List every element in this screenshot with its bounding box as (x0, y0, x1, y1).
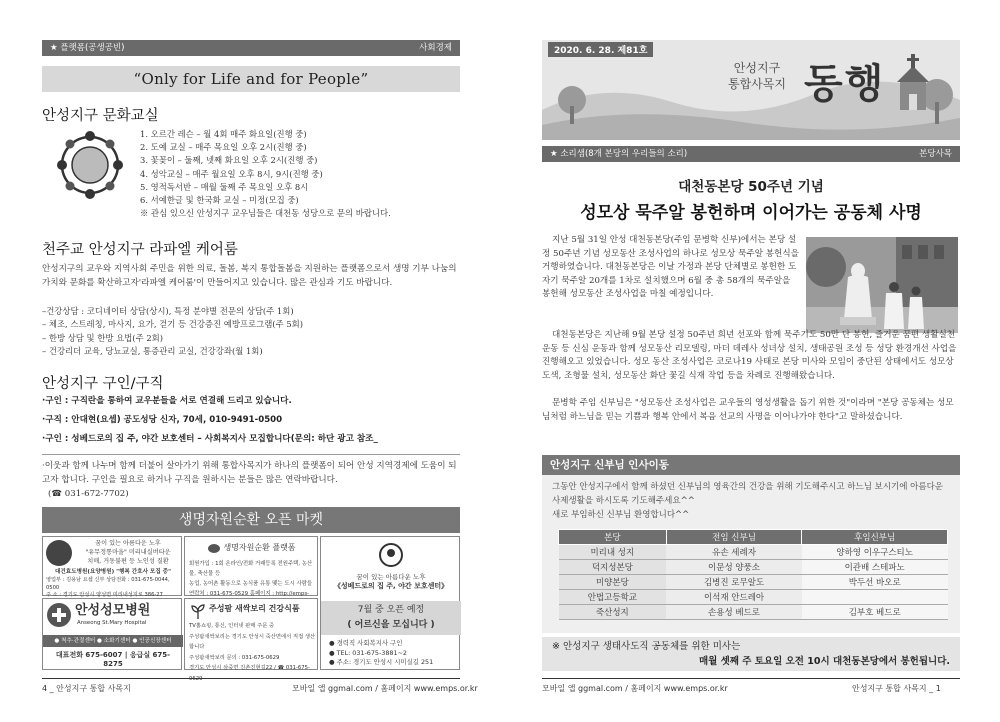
hospital-phone: 대표전화 675-6007 | 응급실 675-8275 (55, 651, 171, 668)
ad-text: ● 주소: 경기도 안성시 시미실길 251 (329, 658, 434, 666)
ad-text: 대건효도병원(요양병원) "행복 간호사 모집 중" (55, 569, 171, 575)
clergy-table (558, 529, 948, 620)
table-cell: 이관배 스테파노 (802, 560, 948, 575)
footer-rule (42, 678, 460, 679)
ad-text: 경기도 안성시 삼죽면 진촌진현길22 / ☎ 031-675-0629 (189, 665, 310, 682)
table-cell: 김병진 로무알도 (666, 575, 802, 590)
table-row (559, 605, 948, 620)
section-category: 사회경제 (419, 43, 452, 53)
table-cell: 이석재 안드레아 (666, 590, 802, 605)
column-header: 전임 신부님 (666, 530, 802, 545)
transfer-welcome-text: 새로 부임하신 신부님 환영합니다^^ (552, 510, 690, 520)
list-item: ·구인 : 구직란을 통하여 교우분들을 서로 연결해 드리고 있습니다. (42, 396, 292, 406)
table-header-row (559, 530, 948, 545)
ad-text: 농업, 농어촌 활동으로 농식품 유통 맺는 도시 사람들 (189, 581, 313, 587)
issue-date: 2020. 6. 28. 제81호 (548, 42, 653, 57)
masthead-subtitle: 통합사목지 (728, 77, 786, 91)
market-banner: 생명자원순환 오픈 마켓 (42, 507, 460, 533)
article-paragraph: 지난 5월 31일 안성 대천동본당(주임 문병학 신부)에서는 본당 설정 50주년 기념 성모동산 조성사업의 하나로 성모상 묵주알 봉헌식을 거행하였습니다. 대천동본당은 이날 가정과 본당 단체별로 봉헌한 도자기 묵주알 20개를 1차로 설치했으며 6월 중 총 58개의 묵주알을 봉헌해 성모동산 조성사업을 마칠 예정입니다. (542, 235, 799, 300)
article-photo (806, 237, 958, 333)
barley-brand: 주성팜 새싹보리 건강식품 (209, 604, 300, 613)
table-cell: 안법고등학교 (559, 590, 667, 605)
table-cell: 죽산성지 (559, 605, 667, 620)
table-cell: 양하영 이우구스티노 (802, 545, 948, 560)
hospital-cross-icon (47, 603, 71, 627)
table-cell: 미리내 성지 (559, 545, 667, 560)
list-item: 3. 꽃꽂이 – 둘째, 넷째 화요일 오후 2시(진행 중) (140, 155, 318, 166)
table-cell (802, 590, 948, 605)
article-paragraph: 대천동본당은 지난해 9월 본당 설정 50주년 희년 선포와 함께 묵주기도 50만 단 봉헌, 즐거운 꿈편 생활실천 운동 등 신심 운동과 함께 성모동산 리모델링, 마더 데레사 성녀상 설치, 생태공원 조성 등 성당 환경개선 사업을 진행해오고 있었습니다. 성모 동산 조성사업은 코로나19 사태로 본당 미사와 모임이 중단된 상태에서도 성모상 도색, 조형물 설치, 성모동산 화단 꽃길 식재 작업 등을 차례로 진행해왔습니다. (542, 330, 957, 381)
ad-text: ( 어르신을 모십니다 ) (347, 620, 435, 630)
list-item: 4. 성악교실 – 매주 월요일 오후 8시, 9시(진행 중) (140, 168, 323, 179)
list-item: – 건강리더 교육, 당뇨교실, 통증관리 교실, 건강강좌(월 1회) (42, 346, 263, 357)
table-cell: 박두선 바오로 (802, 575, 948, 590)
people-circle-icon (52, 126, 128, 204)
hospital-name: 안성성모병원 (75, 603, 151, 618)
ad-text: 영업부 : 김용남 요셉 신부 상담전화 : 031-675-0044, 0500 (46, 577, 170, 591)
table-row (559, 560, 948, 575)
ad-text: 꿈이 있는 아름다운 노후 (356, 573, 426, 581)
table-cell: 유손 세례자 (666, 545, 802, 560)
hospital-departments: ● 척추·관절센터 ● 소화기센터 ● 인공신장센터 (43, 635, 183, 647)
divider (42, 454, 460, 455)
mass-notice-line: 매월 셋째 주 토요일 오전 10시 대천동본당에서 봉헌됩니다. (698, 656, 950, 667)
culture-list (140, 128, 391, 220)
transfer-intro (552, 480, 952, 522)
ad-hospital (42, 598, 182, 670)
list-item: ·구직 : 안대현(요셉) 공도성당 신자, 70세, 010-9491-0500 (42, 415, 283, 425)
list-item: 5. 영적독서반 – 매월 둘째 주 목요일 오후 8시 (140, 181, 309, 192)
transfer-intro-text: 그동안 안성지구에서 함께 하셨던 신부님의 영육간의 건강을 위해 기도해주시고 하느님 보시기에 아름다운 사제생활을 하시도록 기도해주세요^^ (552, 482, 944, 506)
ad-barley (184, 598, 318, 682)
ad-text: 《성베드로의 집 주, 야간 보호센터》 (333, 582, 449, 590)
section-label: ★ 플랫폼(공생공빈) (50, 43, 125, 53)
village-logo-icon (46, 540, 72, 566)
ad-text: "유무정통마을" 미리내실버타운 (85, 549, 171, 556)
list-item: ※ 관심 있으신 안성지구 교우님들은 대천동 성당으로 문의 바랍니다. (140, 208, 391, 219)
care-title: 천주교 안성지구 라파엘 케어룸 (42, 242, 238, 258)
transfer-title: 안성지구 신부님 인사이동 (542, 455, 960, 475)
footer-links: 모바일 앱 ggmal.com / 홈페이지 www.emps.or.kr (292, 684, 478, 693)
article-paragraph: 문병학 주임 신부님은 "성모동산 조성사업은 교우들의 영성생활을 돕기 위한 것"이라며 "본당 공동체는 성모님처럼 하느님을 믿는 기쁨과 행복 안에서 복음 선교의 사명을 이어나가야 한다"고 말하셨습니다. (542, 398, 954, 422)
opening-notice (321, 601, 461, 635)
ad-text: 회원가입 : 1회 온라인/전화 거래등록 전원주택, 농산물, 축산물 등 (189, 561, 313, 577)
ad-retirement-village (42, 536, 182, 596)
ad-text: 주 소 : 경기도 안성시 양성면 미리내성지로 386-27 (46, 592, 163, 598)
list-item: ·구인 : 성베드로의 집 주, 야간 보호센터 – 사회복지사 모집합니다(문의: 하단 광고 참조_ (42, 434, 378, 444)
list-item: 6. 서예한글 및 한국화 교실 – 미정(모집 중) (140, 195, 299, 206)
masthead (542, 40, 960, 140)
table-row (559, 590, 948, 605)
section-bar (542, 146, 960, 162)
table-cell: 손용성 베드로 (666, 605, 802, 620)
section-label: ★ 소리샘(8개 본당의 우리들의 소리) (550, 149, 688, 159)
culture-illustration (52, 126, 128, 204)
mass-notice (542, 637, 960, 671)
ad-text: 주성팜새싹보리는 경기도 안성시 죽산면에서 직접 생산합니다 (189, 633, 316, 650)
table-cell: 김부호 베드로 (802, 605, 948, 620)
ad-text: ● TEL: 031-675-3881~2 (329, 648, 407, 657)
table-cell: 덕지성본당 (559, 560, 667, 575)
list-item: – 체조, 스트레칭, 마사지, 요가, 걷기 등 건강증진 예방프로그램(주 5회) (42, 319, 304, 330)
ad-text: TV홈쇼핑, 통신, 인터넷 판매 주문 중 (189, 623, 275, 629)
footer-rule (542, 678, 960, 679)
article-headline: 성모상 묵주알 봉헌하며 이어가는 공동체 사명 (580, 203, 922, 223)
section-category: 본당사목 (919, 149, 952, 159)
table-cell: 미양본당 (559, 575, 667, 590)
footer-page-label: 4 _ 안성지구 통합 사목지 (42, 684, 131, 693)
ad-text: 연락처 : 031-675-0529 홈페이지 : http://emps- (189, 591, 310, 597)
masthead-subtitle: 안성지구 (733, 61, 781, 75)
mass-notice-line: ※ 안성지구 생태사도직 공동체를 위한 미사는 (552, 641, 741, 652)
ad-text: ● 경력직 사회복지사 구인 (329, 639, 403, 647)
article-kicker: 대천동본당 50주년 기념 (678, 179, 824, 195)
care-list (42, 305, 303, 359)
table-row (559, 575, 948, 590)
list-item: 1. 오르간 레슨 – 월 4회 매주 화요일(진행 중) (140, 129, 307, 139)
column-header: 후임신부님 (802, 530, 948, 545)
statue-photo-icon (806, 237, 958, 333)
footer-links: 모바일 앱 ggmal.com / 홈페이지 www.emps.or.kr (542, 684, 728, 693)
hospital-subtitle: Anseong St.Mary Hospital (77, 620, 147, 626)
section-bar (42, 40, 460, 56)
ad-text: 7월 중 오픈 예정 (357, 605, 425, 615)
culture-title: 안성지구 문화교실 (42, 108, 159, 124)
ad-text: 꿈이 있는 아름다운 노후 (95, 540, 161, 547)
ad-text: 치매, 거동불편 등 노인성 질환 (87, 558, 169, 565)
platform-logo (189, 540, 315, 556)
list-item: – 한방 상담 및 한방 요법(주 2회) (42, 332, 164, 343)
right-page (500, 0, 1000, 722)
ad-text: 주성팜새싹보리 문의 : 031-675-0629 (189, 654, 280, 661)
table-row (559, 545, 948, 560)
care-intro: 안성지구의 교우와 지역사회 주민을 위한 의료, 돌봄, 복지 통합돌봄을 지원하는 플랫폼으로서 생명 기부 나눔의 가치와 문화를 확산하고자'라파엘 케어룸'이 만들어지고 있습니다. 많은 관심과 기도 바랍니다. (42, 264, 457, 288)
footer-page-label: 안성지구 통합 사목지 _ 1 (852, 684, 941, 693)
jobs-title: 안성지구 구인/구직 (42, 376, 164, 392)
jobs-phone: (☎ 031-672-7702) (48, 489, 129, 499)
platform-logo-text: 생명자원순환 플랫폼 (223, 543, 296, 552)
ad-care-center (320, 536, 460, 670)
masthead-brand: 동행 (804, 60, 886, 107)
people-icon (208, 544, 220, 553)
ad-market-platform (184, 536, 318, 596)
list-item: –건강상담 : 코디네이터 상담(상시), 특정 분야별 전문의 상담(주 1회) (42, 306, 294, 316)
jobs-list (42, 392, 378, 449)
list-item: 2. 도예 교실 – 매주 목요일 오후 2시(진행 중) (140, 142, 307, 153)
jobs-note: ·이웃과 함께 나누며 함께 더불어 살아가기 위해 통합사목지가 하나의 플랫폼이 되어 안성 지역경제에 도움이 되고자 합니다. 구인을 필요로 하거나 구직을 원하시는 분들은 많은 연락바랍니다. (42, 461, 457, 485)
slogan-banner: “Only for Life and for People” (42, 66, 460, 92)
sprout-icon (189, 604, 207, 620)
table-cell: 이문성 양풍소 (666, 560, 802, 575)
column-header: 본당 (559, 530, 667, 545)
care-logo-icon (379, 543, 403, 567)
